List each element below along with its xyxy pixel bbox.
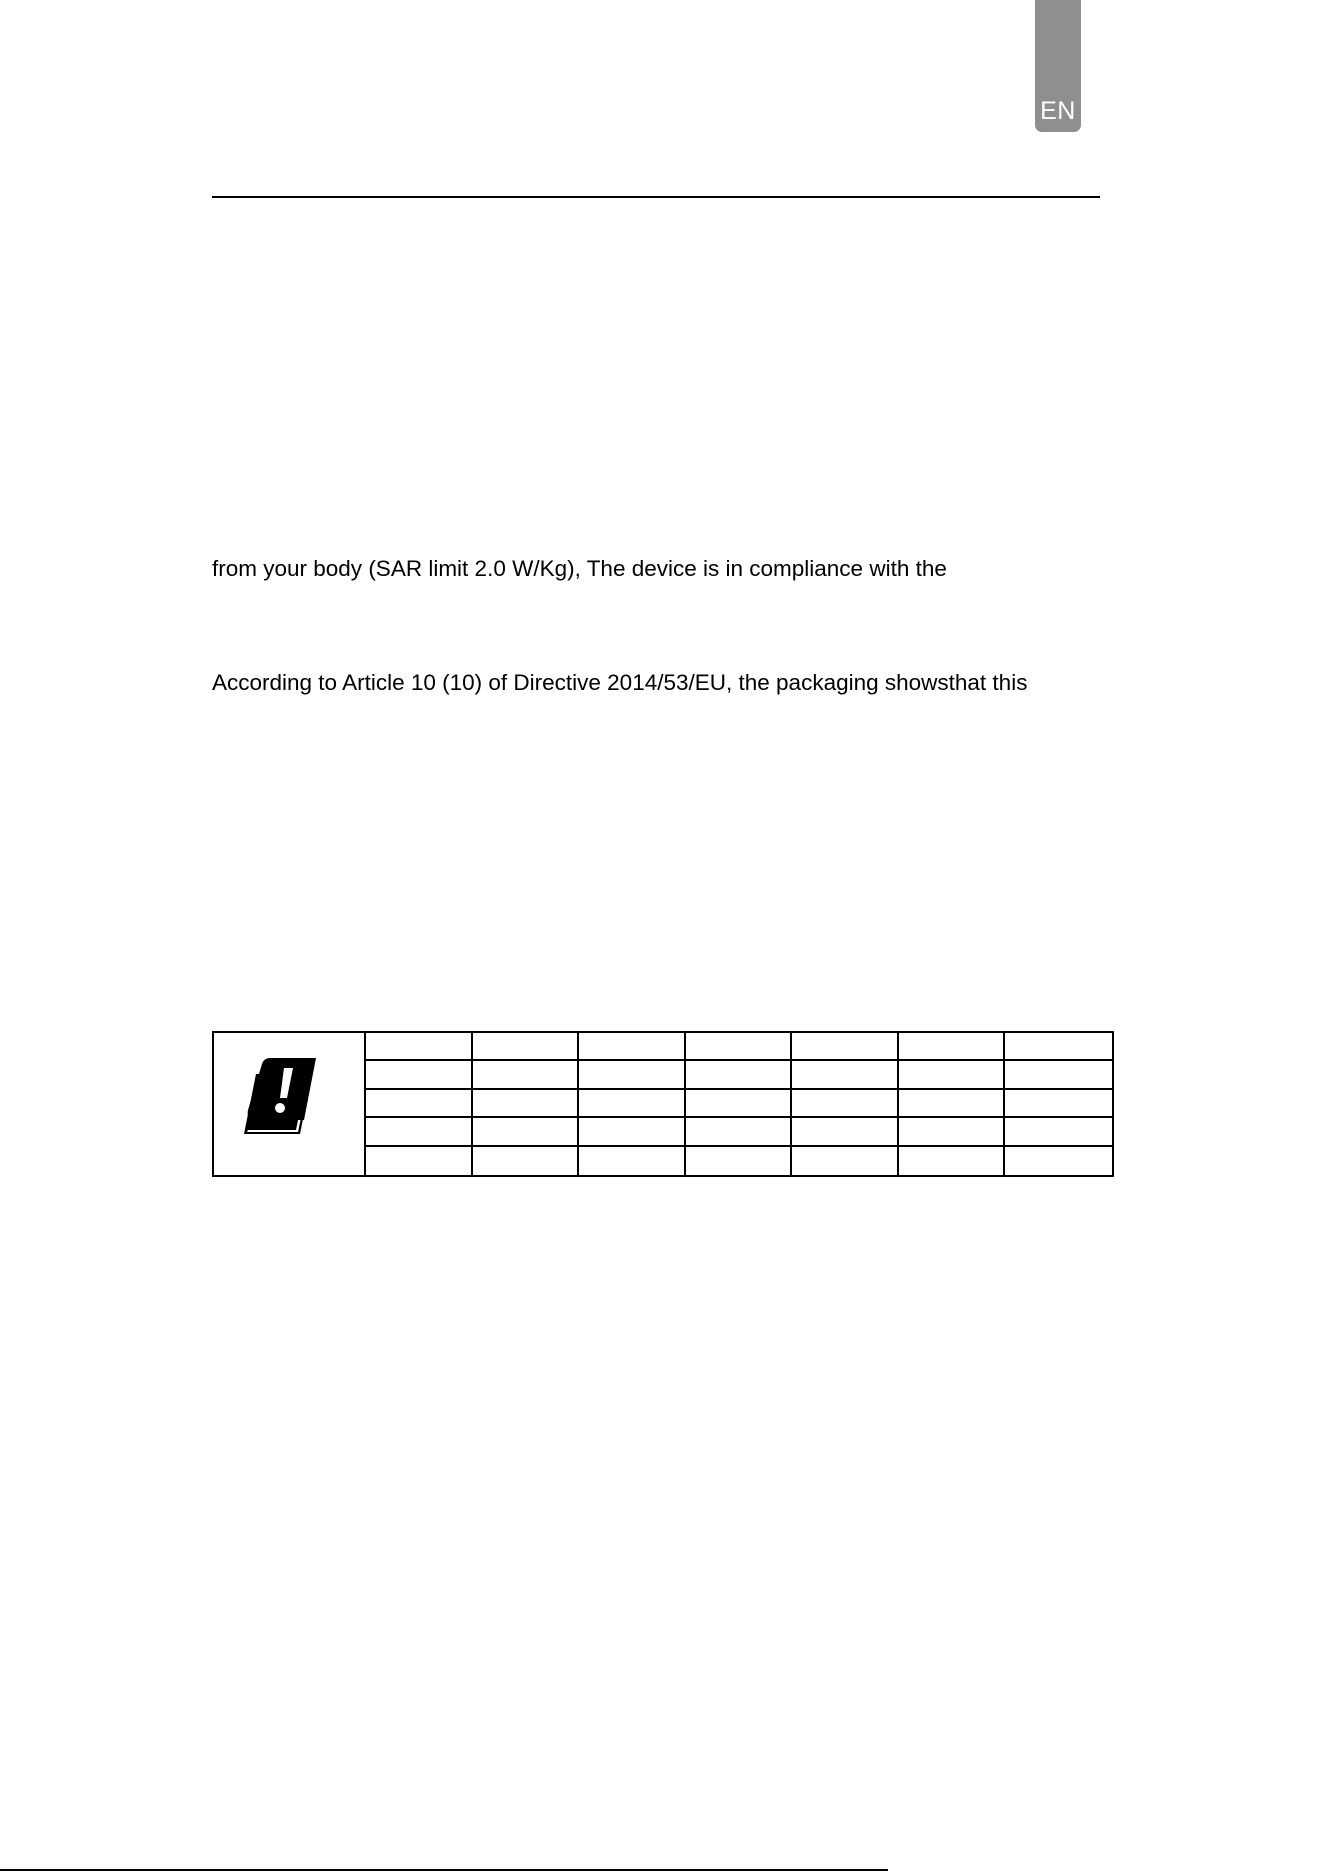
table-cell — [366, 1147, 473, 1175]
footer-divider — [0, 1869, 888, 1871]
table-cell — [686, 1090, 793, 1118]
table-cell — [366, 1033, 473, 1061]
table-cell — [1005, 1090, 1112, 1118]
language-tab — [1035, 0, 1081, 132]
table-cell — [579, 1061, 686, 1089]
header-divider — [212, 196, 1100, 198]
table-cell — [1005, 1033, 1112, 1061]
table-cell — [579, 1090, 686, 1118]
table-cell — [473, 1090, 580, 1118]
manual-warning-icon — [234, 1050, 324, 1142]
table-cell — [473, 1118, 580, 1146]
table-icon-cell — [214, 1033, 366, 1175]
table-cell — [579, 1147, 686, 1175]
table-cell — [686, 1061, 793, 1089]
table-cell — [899, 1061, 1006, 1089]
table-cell — [686, 1147, 793, 1175]
table-cell — [686, 1118, 793, 1146]
table-cell — [1005, 1147, 1112, 1175]
table-cell — [473, 1061, 580, 1089]
table-cell — [899, 1033, 1006, 1061]
table-cell — [792, 1033, 899, 1061]
table-cell — [579, 1033, 686, 1061]
table-cell — [473, 1033, 580, 1061]
table-cell — [1005, 1118, 1112, 1146]
body-paragraph: from your body (SAR limit 2.0 W/Kg), The device is in compliance with the — [212, 556, 947, 581]
table-cell — [366, 1090, 473, 1118]
table-cell — [899, 1147, 1006, 1175]
table-cell — [473, 1147, 580, 1175]
table-cell — [899, 1118, 1006, 1146]
body-paragraph: According to Article 10 (10) of Directive 2014/53/EU, the packaging showsthat this — [212, 670, 1028, 695]
table-cell — [366, 1118, 473, 1146]
table-cell — [899, 1090, 1006, 1118]
table-cell — [792, 1090, 899, 1118]
restriction-table — [212, 1031, 1114, 1177]
table-cell — [792, 1061, 899, 1089]
table-cell — [1005, 1061, 1112, 1089]
table-grid — [366, 1033, 1112, 1175]
table-cell — [792, 1147, 899, 1175]
table-cell — [792, 1118, 899, 1146]
table-cell — [579, 1118, 686, 1146]
table-cell — [366, 1061, 473, 1089]
table-cell — [686, 1033, 793, 1061]
language-label: EN — [1040, 97, 1076, 125]
